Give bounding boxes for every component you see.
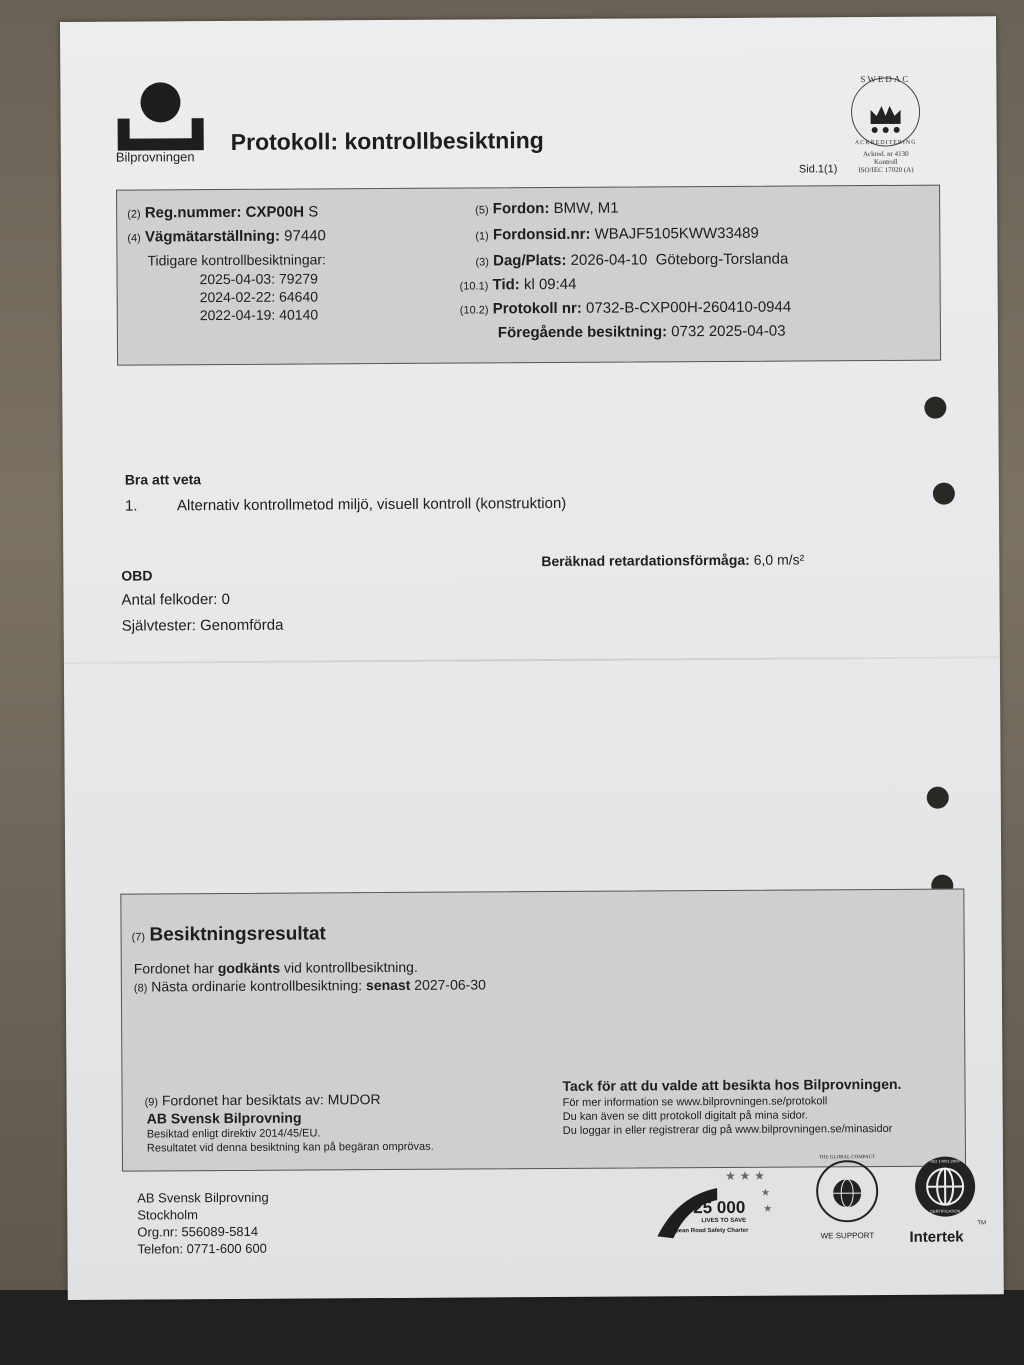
- obd-heading: OBD: [121, 567, 153, 584]
- lives-number: 25 000: [693, 1197, 746, 1218]
- protocol-number-row: (10.2) Protokoll nr: 0732-B-CXP00H-260410-0944: [459, 298, 792, 318]
- seal-ring-text: ACKREDITERING: [854, 139, 917, 147]
- time-row: (10.1) Tid: kl 09:44: [459, 275, 577, 294]
- seal-ackred: Ackred. nr 4130: [862, 149, 909, 159]
- reg-number-value: CXP00H: [245, 203, 305, 221]
- seal-top-text: SWEDAC: [860, 73, 911, 85]
- intertek-tm: TM: [977, 1220, 987, 1227]
- brand-name: Bilprovningen: [115, 149, 195, 165]
- brake-capacity: Beräknad retardationsförmåga: 6,0 m/s²: [541, 551, 805, 570]
- appeal-note: Resultatet vid denna besiktning kan på begäran omprövas.: [146, 1140, 434, 1155]
- intertek-name: Intertek: [909, 1228, 964, 1246]
- seal-kontroll: Kontroll: [873, 157, 898, 167]
- previous-inspection-row: Föregående besiktning: 0732 2025-04-03: [497, 322, 786, 342]
- intertek-logo: [905, 1152, 990, 1253]
- global-compact-logo: [807, 1157, 888, 1247]
- globe-laurel-icon: [807, 1157, 887, 1227]
- obd-self-tests: Självtester: Genomförda: [121, 616, 284, 635]
- result-status: Fordonet har godkänts vid kontrollbesiktning.: [133, 958, 418, 977]
- vehicle-model-row: (5) Fordon: BMW, M1: [475, 199, 619, 218]
- vehicle-info-box: [116, 185, 941, 366]
- previous-inspections-list: [200, 269, 319, 324]
- info-lines: För mer information se www.bilprovningen.se/protokoll Du kan även se ditt protokoll digitalt på mina sidor. Du loggar in eller registrerar dig på www.bilprovningen.se/minasidor: [562, 1095, 893, 1137]
- date-place-row: (3) Dag/Plats: 2026-04-10 Göteborg-Torslanda: [475, 250, 789, 270]
- punch-hole: [933, 483, 955, 505]
- charter-label: European Road Safety Charter: [661, 1227, 749, 1235]
- lives-label: LIVES TO SAVE: [701, 1217, 747, 1225]
- paper-fold: [64, 656, 1000, 664]
- odometer-row: (4) Vägmätarställning: 97440: [127, 227, 326, 246]
- previous-inspection: 2024-02-22: 64640: [199, 288, 319, 306]
- intertek-cert-text: CERTIFICATION: [930, 1208, 961, 1214]
- result-heading-row: (7) Besiktningsresultat: [131, 923, 326, 946]
- swedac-seal: [840, 72, 931, 183]
- directive-note: Besiktad enligt direktiv 2014/45/EU.: [146, 1127, 321, 1141]
- global-compact-ring: THE GLOBAL COMPACT: [818, 1155, 875, 1161]
- road-safety-charter-logo: [657, 1166, 777, 1247]
- page-number: Sid.1(1): [798, 163, 838, 176]
- inspection-result-box: [120, 888, 966, 1171]
- svg-text:★: ★: [763, 1203, 773, 1215]
- previous-inspection: 2025-04-03: 79279: [199, 270, 318, 288]
- previous-inspections-label: Tidigare kontrollbesiktningar:: [147, 251, 326, 269]
- info-item: 1. Alternativ kontrollmetod miljö, visuell kontroll (konstruktion): [124, 494, 567, 515]
- thanks-message: Tack för att du valde att besikta hos Bilprovningen.: [562, 1075, 902, 1094]
- intertek-iso-text: ISO 14001:2004: [930, 1158, 960, 1164]
- inspection-protocol-sheet: [60, 16, 1004, 1300]
- footer-company-info: AB Svensk Bilprovning Stockholm Org.nr: 556089-5814 Telefon: 0771-600 600: [137, 1189, 269, 1257]
- info-heading: Bra att veta: [124, 471, 202, 488]
- background-bottom: [0, 1290, 1024, 1365]
- punch-hole: [927, 787, 949, 809]
- obd-error-codes: Antal felkoder: 0: [121, 590, 230, 609]
- company-name: AB Svensk Bilprovning: [146, 1109, 302, 1127]
- svg-text:★: ★: [761, 1187, 771, 1199]
- reg-number-row: (2) Reg.nummer: CXP00H S: [127, 203, 319, 222]
- svg-text:★ ★ ★: ★ ★ ★: [725, 1168, 766, 1183]
- result-heading: Besiktningsresultat: [149, 923, 326, 946]
- inspector-row: (9) Fordonet har besiktats av: MUDOR: [144, 1091, 381, 1109]
- previous-inspection: 2022-04-19: 40140: [199, 306, 319, 324]
- we-support-label: WE SUPPORT: [820, 1231, 875, 1241]
- page-title: Protokoll: kontrollbesiktning: [230, 127, 544, 155]
- vin-row: (1) Fordonsid.nr: WBAJF5105KWW33489: [475, 224, 759, 244]
- next-inspection: (8) Nästa ordinarie kontrollbesiktning: senast 2027-06-30: [133, 976, 486, 995]
- seal-iso: ISO/IEC 17020 (A): [858, 165, 914, 175]
- punch-hole: [924, 397, 946, 419]
- odometer-value: 97440: [284, 227, 326, 245]
